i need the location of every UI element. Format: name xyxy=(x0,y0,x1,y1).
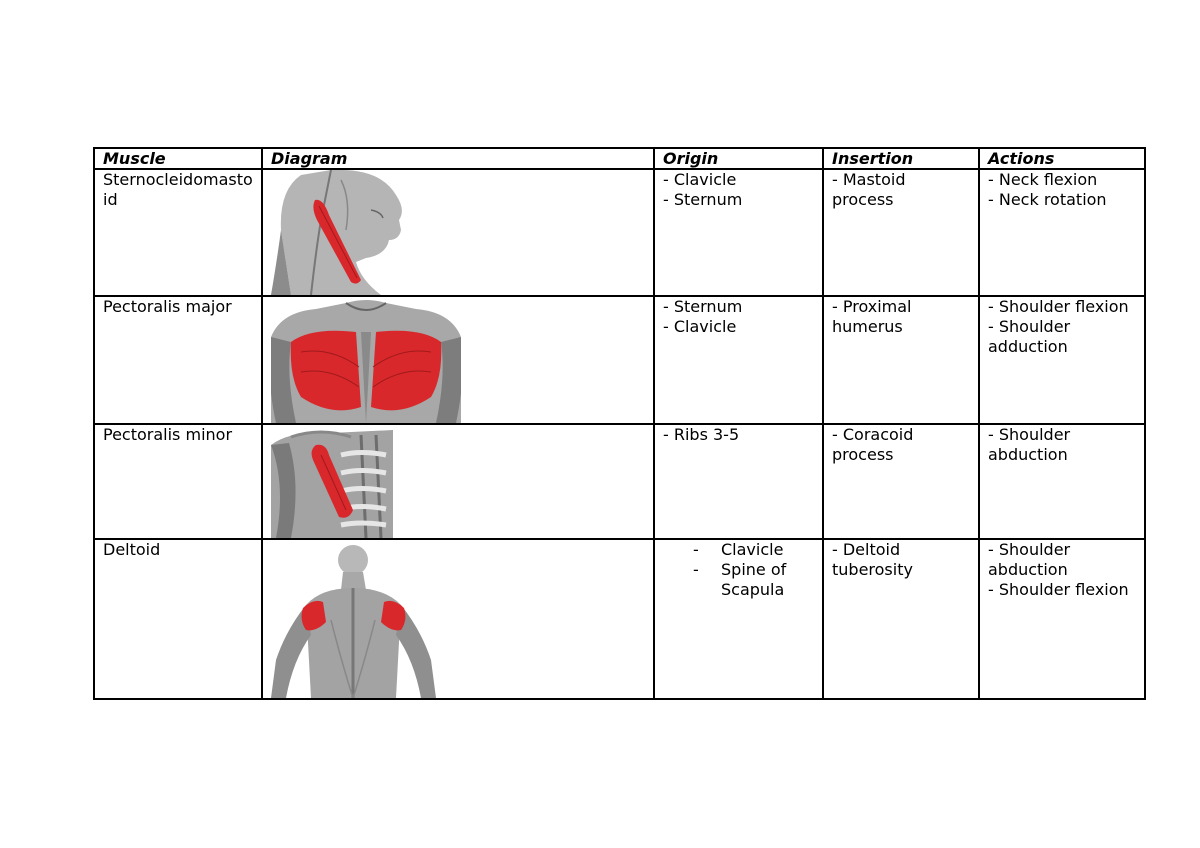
origin-item: - Clavicle xyxy=(663,317,737,336)
actions-cell xyxy=(979,424,1145,539)
header-diagram: Diagram xyxy=(262,148,654,169)
insertion-cell xyxy=(823,296,979,424)
origin-item: Clavicle xyxy=(721,540,784,559)
origin-cell xyxy=(654,296,823,424)
action-item: - Shoulder adduction xyxy=(988,317,1071,356)
origin-cell xyxy=(654,169,823,296)
muscle-name: Pectoralis major xyxy=(94,296,262,424)
neck-diagram-icon xyxy=(271,170,411,295)
header-actions: Actions xyxy=(979,148,1145,169)
back-deltoid-diagram-icon xyxy=(271,540,436,698)
origin-item: - Sternum xyxy=(663,297,743,316)
insertion-item: - Proximal humerus xyxy=(832,297,912,336)
table-row xyxy=(94,539,1145,699)
diagram-cell xyxy=(262,424,654,539)
action-item: - Neck flexion xyxy=(988,170,1098,189)
diagram-cell xyxy=(262,296,654,424)
insertion-cell xyxy=(823,539,979,699)
origin-item: - Sternum xyxy=(663,190,743,209)
action-item: - Shoulder abduction xyxy=(988,425,1071,464)
muscle-name: Pectoralis minor xyxy=(94,424,262,539)
muscle-table xyxy=(93,147,1146,700)
origin-bullet xyxy=(693,540,814,560)
action-item: - Shoulder flexion xyxy=(988,580,1129,599)
actions-cell xyxy=(979,539,1145,699)
table-row xyxy=(94,169,1145,296)
origin-cell xyxy=(654,424,823,539)
insertion-cell xyxy=(823,169,979,296)
actions-cell xyxy=(979,169,1145,296)
muscle-name: Sternocleidomastoid xyxy=(94,169,262,296)
muscle-name: Deltoid xyxy=(94,539,262,699)
origin-item: - Clavicle xyxy=(663,170,737,189)
action-item: - Shoulder abduction xyxy=(988,540,1071,579)
insertion-cell xyxy=(823,424,979,539)
diagram-cell xyxy=(262,169,654,296)
table-row xyxy=(94,296,1145,424)
bullet-dash: - xyxy=(693,540,699,559)
bullet-dash: - xyxy=(693,560,699,579)
pec-minor-diagram-icon xyxy=(271,425,393,538)
diagram-cell xyxy=(262,539,654,699)
origin-item: Spine of Scapula xyxy=(721,560,787,599)
action-item: - Shoulder flexion xyxy=(988,297,1129,316)
header-insertion: Insertion xyxy=(823,148,979,169)
header-muscle: Muscle xyxy=(94,148,262,169)
table-row xyxy=(94,424,1145,539)
insertion-item: - Mastoid process xyxy=(832,170,906,209)
origin-cell xyxy=(654,539,823,699)
header-row xyxy=(94,148,1145,169)
origin-bullet xyxy=(693,560,814,600)
origin-bullet-list xyxy=(663,540,814,600)
insertion-item: - Coracoid process xyxy=(832,425,914,464)
header-origin: Origin xyxy=(654,148,823,169)
insertion-item: - Deltoid tuberosity xyxy=(832,540,913,579)
actions-cell xyxy=(979,296,1145,424)
origin-item: - Ribs 3-5 xyxy=(663,425,740,444)
action-item: - Neck rotation xyxy=(988,190,1107,209)
chest-diagram-icon xyxy=(271,297,461,423)
